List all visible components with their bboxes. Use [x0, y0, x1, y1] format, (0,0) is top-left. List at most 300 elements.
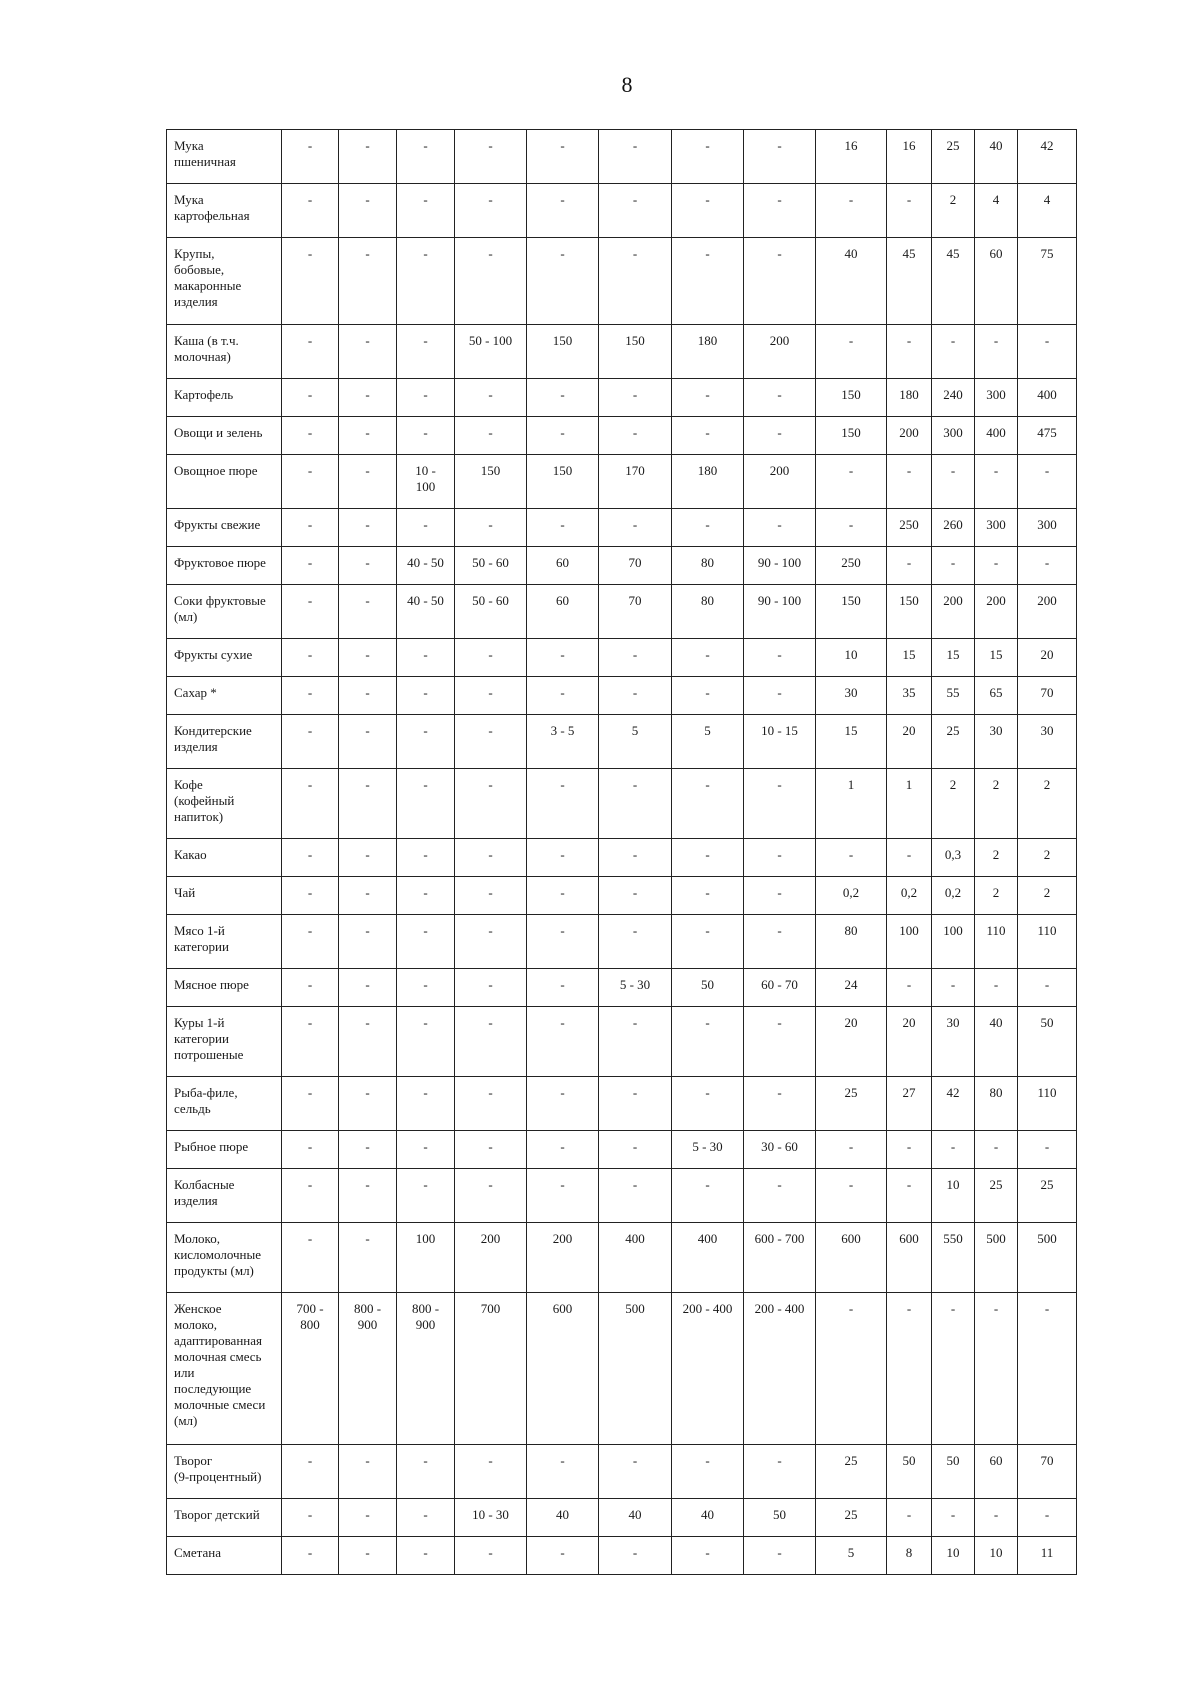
- value-cell: -: [339, 130, 397, 184]
- value-cell: -: [599, 379, 672, 417]
- product-name-cell: Кофе (кофейный напиток): [167, 769, 282, 839]
- value-cell: -: [887, 547, 932, 585]
- product-name-cell: Мука картофельная: [167, 184, 282, 238]
- value-cell: -: [339, 547, 397, 585]
- value-cell: 20: [887, 1007, 932, 1077]
- value-cell: -: [527, 1007, 599, 1077]
- value-cell: -: [887, 1131, 932, 1169]
- value-cell: 2: [975, 877, 1018, 915]
- value-cell: 100: [932, 915, 975, 969]
- value-cell: 10: [975, 1537, 1018, 1575]
- value-cell: -: [932, 1499, 975, 1537]
- value-cell: -: [744, 677, 816, 715]
- value-cell: -: [339, 1223, 397, 1293]
- product-name-cell: Каша (в т.ч. молочная): [167, 325, 282, 379]
- value-cell: 10 - 30: [455, 1499, 527, 1537]
- value-cell: -: [397, 130, 455, 184]
- value-cell: -: [599, 677, 672, 715]
- value-cell: -: [527, 417, 599, 455]
- value-cell: -: [816, 325, 887, 379]
- value-cell: -: [672, 379, 744, 417]
- value-cell: -: [282, 417, 339, 455]
- value-cell: 70: [1018, 1445, 1077, 1499]
- value-cell: 200: [744, 455, 816, 509]
- value-cell: -: [455, 877, 527, 915]
- value-cell: -: [455, 417, 527, 455]
- value-cell: 80: [816, 915, 887, 969]
- value-cell: -: [339, 1537, 397, 1575]
- value-cell: -: [744, 877, 816, 915]
- product-name-cell: Фрукты свежие: [167, 509, 282, 547]
- table-row: [167, 1445, 1077, 1499]
- value-cell: -: [339, 677, 397, 715]
- value-cell: -: [455, 915, 527, 969]
- value-cell: -: [599, 1169, 672, 1223]
- product-name-cell: Творог (9-процентный): [167, 1445, 282, 1499]
- value-cell: -: [932, 969, 975, 1007]
- table-row: [167, 1131, 1077, 1169]
- value-cell: -: [975, 1499, 1018, 1537]
- value-cell: 50 - 100: [455, 325, 527, 379]
- value-cell: 40: [672, 1499, 744, 1537]
- value-cell: 60: [975, 238, 1018, 325]
- value-cell: -: [527, 184, 599, 238]
- value-cell: 700: [455, 1293, 527, 1445]
- value-cell: 40: [975, 130, 1018, 184]
- value-cell: -: [975, 547, 1018, 585]
- value-cell: -: [744, 1007, 816, 1077]
- value-cell: 50: [1018, 1007, 1077, 1077]
- value-cell: -: [339, 1131, 397, 1169]
- value-cell: -: [455, 130, 527, 184]
- table-row: [167, 1077, 1077, 1131]
- value-cell: -: [455, 769, 527, 839]
- value-cell: 100: [397, 1223, 455, 1293]
- value-cell: 10: [932, 1169, 975, 1223]
- value-cell: -: [397, 639, 455, 677]
- value-cell: -: [527, 379, 599, 417]
- value-cell: 25: [816, 1499, 887, 1537]
- value-cell: 475: [1018, 417, 1077, 455]
- value-cell: -: [527, 677, 599, 715]
- value-cell: 80: [975, 1077, 1018, 1131]
- value-cell: -: [599, 1077, 672, 1131]
- value-cell: 200 - 400: [744, 1293, 816, 1445]
- value-cell: 40: [975, 1007, 1018, 1077]
- value-cell: 8: [887, 1537, 932, 1575]
- value-cell: -: [527, 1537, 599, 1575]
- value-cell: 4: [975, 184, 1018, 238]
- value-cell: -: [527, 509, 599, 547]
- value-cell: -: [887, 455, 932, 509]
- value-cell: -: [599, 877, 672, 915]
- value-cell: 800 - 900: [397, 1293, 455, 1445]
- value-cell: 75: [1018, 238, 1077, 325]
- table-row: [167, 639, 1077, 677]
- value-cell: -: [339, 455, 397, 509]
- value-cell: -: [599, 1537, 672, 1575]
- value-cell: -: [887, 325, 932, 379]
- product-name-cell: Овощи и зелень: [167, 417, 282, 455]
- value-cell: 200: [527, 1223, 599, 1293]
- value-cell: -: [672, 915, 744, 969]
- value-cell: -: [282, 1169, 339, 1223]
- table-row: [167, 1007, 1077, 1077]
- value-cell: -: [744, 130, 816, 184]
- value-cell: -: [397, 1131, 455, 1169]
- value-cell: -: [339, 379, 397, 417]
- value-cell: -: [744, 639, 816, 677]
- value-cell: -: [816, 509, 887, 547]
- value-cell: 170: [599, 455, 672, 509]
- value-cell: -: [339, 1499, 397, 1537]
- value-cell: -: [455, 1537, 527, 1575]
- value-cell: -: [527, 877, 599, 915]
- value-cell: -: [455, 639, 527, 677]
- value-cell: 300: [1018, 509, 1077, 547]
- value-cell: -: [397, 1537, 455, 1575]
- table-row: [167, 417, 1077, 455]
- value-cell: -: [527, 1077, 599, 1131]
- value-cell: 20: [1018, 639, 1077, 677]
- value-cell: 40: [527, 1499, 599, 1537]
- value-cell: -: [397, 1499, 455, 1537]
- value-cell: -: [455, 509, 527, 547]
- value-cell: -: [282, 1007, 339, 1077]
- value-cell: 400: [975, 417, 1018, 455]
- value-cell: -: [527, 839, 599, 877]
- value-cell: -: [887, 1293, 932, 1445]
- value-cell: -: [397, 509, 455, 547]
- value-cell: -: [397, 715, 455, 769]
- product-name-cell: Овощное пюре: [167, 455, 282, 509]
- value-cell: 35: [887, 677, 932, 715]
- value-cell: -: [282, 184, 339, 238]
- value-cell: -: [339, 509, 397, 547]
- table-row: [167, 455, 1077, 509]
- value-cell: 25: [932, 130, 975, 184]
- value-cell: 110: [1018, 1077, 1077, 1131]
- value-cell: 60: [527, 547, 599, 585]
- value-cell: 70: [1018, 677, 1077, 715]
- value-cell: 60: [975, 1445, 1018, 1499]
- value-cell: -: [599, 639, 672, 677]
- value-cell: -: [397, 1077, 455, 1131]
- value-cell: -: [397, 969, 455, 1007]
- value-cell: 260: [932, 509, 975, 547]
- value-cell: 20: [816, 1007, 887, 1077]
- value-cell: 500: [1018, 1223, 1077, 1293]
- value-cell: 42: [1018, 130, 1077, 184]
- value-cell: 15: [816, 715, 887, 769]
- product-name-cell: Колбасные изделия: [167, 1169, 282, 1223]
- table-row: [167, 915, 1077, 969]
- value-cell: -: [672, 417, 744, 455]
- value-cell: -: [397, 325, 455, 379]
- value-cell: -: [282, 509, 339, 547]
- value-cell: 150: [455, 455, 527, 509]
- table-row: [167, 769, 1077, 839]
- table-row: [167, 130, 1077, 184]
- value-cell: -: [816, 455, 887, 509]
- value-cell: -: [932, 325, 975, 379]
- table-row: [167, 379, 1077, 417]
- value-cell: 400: [1018, 379, 1077, 417]
- value-cell: 25: [1018, 1169, 1077, 1223]
- value-cell: -: [599, 769, 672, 839]
- value-cell: 16: [816, 130, 887, 184]
- value-cell: -: [672, 184, 744, 238]
- value-cell: 150: [527, 455, 599, 509]
- value-cell: 2: [975, 769, 1018, 839]
- value-cell: -: [744, 915, 816, 969]
- value-cell: 70: [599, 585, 672, 639]
- value-cell: 1: [816, 769, 887, 839]
- value-cell: -: [397, 839, 455, 877]
- value-cell: -: [527, 130, 599, 184]
- value-cell: -: [455, 379, 527, 417]
- value-cell: 50 - 60: [455, 547, 527, 585]
- value-cell: -: [527, 1169, 599, 1223]
- value-cell: 25: [816, 1445, 887, 1499]
- value-cell: -: [282, 1537, 339, 1575]
- value-cell: -: [672, 639, 744, 677]
- product-name-cell: Мясо 1-й категории: [167, 915, 282, 969]
- value-cell: -: [397, 877, 455, 915]
- value-cell: -: [282, 839, 339, 877]
- value-cell: -: [455, 1007, 527, 1077]
- value-cell: 2: [1018, 839, 1077, 877]
- value-cell: 50: [932, 1445, 975, 1499]
- value-cell: 200: [887, 417, 932, 455]
- value-cell: 400: [599, 1223, 672, 1293]
- value-cell: -: [744, 1445, 816, 1499]
- value-cell: -: [932, 547, 975, 585]
- value-cell: 15: [975, 639, 1018, 677]
- value-cell: -: [282, 1077, 339, 1131]
- value-cell: -: [816, 184, 887, 238]
- value-cell: 24: [816, 969, 887, 1007]
- value-cell: -: [672, 1537, 744, 1575]
- value-cell: -: [339, 325, 397, 379]
- value-cell: 50: [887, 1445, 932, 1499]
- value-cell: -: [816, 1293, 887, 1445]
- product-name-cell: Сахар *: [167, 677, 282, 715]
- value-cell: -: [975, 325, 1018, 379]
- product-name-cell: Соки фруктовые (мл): [167, 585, 282, 639]
- value-cell: -: [339, 969, 397, 1007]
- value-cell: 200: [744, 325, 816, 379]
- table-row: [167, 184, 1077, 238]
- value-cell: -: [455, 969, 527, 1007]
- value-cell: 150: [527, 325, 599, 379]
- value-cell: 50: [744, 1499, 816, 1537]
- value-cell: 5: [599, 715, 672, 769]
- value-cell: -: [744, 417, 816, 455]
- value-cell: -: [397, 184, 455, 238]
- value-cell: 300: [975, 509, 1018, 547]
- value-cell: -: [339, 417, 397, 455]
- value-cell: -: [672, 130, 744, 184]
- value-cell: -: [672, 1007, 744, 1077]
- value-cell: -: [599, 839, 672, 877]
- value-cell: 200: [975, 585, 1018, 639]
- value-cell: 800 - 900: [339, 1293, 397, 1445]
- value-cell: 45: [932, 238, 975, 325]
- value-cell: -: [744, 839, 816, 877]
- value-cell: -: [397, 677, 455, 715]
- value-cell: 2: [1018, 877, 1077, 915]
- value-cell: -: [887, 969, 932, 1007]
- value-cell: -: [282, 1131, 339, 1169]
- value-cell: 600: [527, 1293, 599, 1445]
- value-cell: -: [397, 769, 455, 839]
- value-cell: -: [1018, 455, 1077, 509]
- value-cell: 45: [887, 238, 932, 325]
- value-cell: 0,2: [887, 877, 932, 915]
- value-cell: 25: [932, 715, 975, 769]
- value-cell: -: [599, 915, 672, 969]
- table-row: [167, 509, 1077, 547]
- table-row: [167, 585, 1077, 639]
- value-cell: -: [599, 417, 672, 455]
- value-cell: -: [339, 915, 397, 969]
- value-cell: 15: [932, 639, 975, 677]
- value-cell: -: [599, 1007, 672, 1077]
- product-name-cell: Сметана: [167, 1537, 282, 1575]
- value-cell: -: [932, 1293, 975, 1445]
- value-cell: -: [339, 184, 397, 238]
- value-cell: 300: [975, 379, 1018, 417]
- value-cell: 500: [975, 1223, 1018, 1293]
- value-cell: -: [672, 877, 744, 915]
- table-row: [167, 1537, 1077, 1575]
- table-row: [167, 325, 1077, 379]
- value-cell: -: [455, 238, 527, 325]
- value-cell: 150: [816, 379, 887, 417]
- value-cell: -: [339, 639, 397, 677]
- value-cell: 55: [932, 677, 975, 715]
- value-cell: 200 - 400: [672, 1293, 744, 1445]
- value-cell: -: [282, 130, 339, 184]
- value-cell: -: [744, 1537, 816, 1575]
- value-cell: 200: [455, 1223, 527, 1293]
- table-row: [167, 1223, 1077, 1293]
- value-cell: -: [339, 1077, 397, 1131]
- value-cell: -: [1018, 1499, 1077, 1537]
- value-cell: -: [282, 877, 339, 915]
- value-cell: 5 - 30: [672, 1131, 744, 1169]
- value-cell: 550: [932, 1223, 975, 1293]
- value-cell: 150: [816, 585, 887, 639]
- value-cell: -: [744, 1077, 816, 1131]
- value-cell: 3 - 5: [527, 715, 599, 769]
- value-cell: -: [397, 379, 455, 417]
- value-cell: 180: [672, 325, 744, 379]
- value-cell: 50 - 60: [455, 585, 527, 639]
- value-cell: 240: [932, 379, 975, 417]
- product-name-cell: Рыбное пюре: [167, 1131, 282, 1169]
- table-row: [167, 877, 1077, 915]
- table-row: [167, 839, 1077, 877]
- value-cell: 180: [887, 379, 932, 417]
- value-cell: 10 - 100: [397, 455, 455, 509]
- value-cell: -: [339, 769, 397, 839]
- value-cell: 30: [975, 715, 1018, 769]
- value-cell: -: [744, 769, 816, 839]
- value-cell: -: [282, 769, 339, 839]
- table-row: [167, 677, 1077, 715]
- table-row: [167, 1169, 1077, 1223]
- value-cell: 200: [1018, 585, 1077, 639]
- value-cell: 0,3: [932, 839, 975, 877]
- value-cell: 80: [672, 585, 744, 639]
- value-cell: -: [527, 238, 599, 325]
- value-cell: -: [282, 715, 339, 769]
- value-cell: 27: [887, 1077, 932, 1131]
- value-cell: -: [672, 839, 744, 877]
- value-cell: -: [282, 969, 339, 1007]
- value-cell: 40: [599, 1499, 672, 1537]
- value-cell: -: [599, 238, 672, 325]
- product-name-cell: Куры 1-й категории потрошеные: [167, 1007, 282, 1077]
- value-cell: 4: [1018, 184, 1077, 238]
- value-cell: -: [455, 1445, 527, 1499]
- value-cell: -: [397, 1169, 455, 1223]
- value-cell: 5 - 30: [599, 969, 672, 1007]
- value-cell: -: [527, 639, 599, 677]
- value-cell: -: [887, 1499, 932, 1537]
- value-cell: -: [282, 585, 339, 639]
- value-cell: -: [975, 455, 1018, 509]
- value-cell: 25: [816, 1077, 887, 1131]
- value-cell: -: [282, 1499, 339, 1537]
- product-name-cell: Какао: [167, 839, 282, 877]
- value-cell: 5: [672, 715, 744, 769]
- value-cell: -: [339, 1445, 397, 1499]
- value-cell: 90 - 100: [744, 547, 816, 585]
- value-cell: -: [887, 839, 932, 877]
- value-cell: 600 - 700: [744, 1223, 816, 1293]
- table-row: [167, 969, 1077, 1007]
- value-cell: -: [744, 509, 816, 547]
- value-cell: -: [397, 1007, 455, 1077]
- value-cell: 110: [975, 915, 1018, 969]
- value-cell: -: [282, 1223, 339, 1293]
- page-number: 8: [621, 72, 633, 97]
- value-cell: -: [744, 184, 816, 238]
- product-name-cell: Чай: [167, 877, 282, 915]
- product-name-cell: Творог детский: [167, 1499, 282, 1537]
- value-cell: -: [599, 509, 672, 547]
- value-cell: 20: [887, 715, 932, 769]
- value-cell: -: [1018, 969, 1077, 1007]
- table-row: [167, 1293, 1077, 1445]
- value-cell: -: [527, 915, 599, 969]
- value-cell: 1: [887, 769, 932, 839]
- value-cell: 0,2: [932, 877, 975, 915]
- table-body: [167, 130, 1077, 1575]
- value-cell: -: [282, 455, 339, 509]
- value-cell: -: [527, 769, 599, 839]
- value-cell: -: [816, 839, 887, 877]
- value-cell: -: [527, 1445, 599, 1499]
- value-cell: 42: [932, 1077, 975, 1131]
- value-cell: 60 - 70: [744, 969, 816, 1007]
- value-cell: 300: [932, 417, 975, 455]
- value-cell: -: [339, 839, 397, 877]
- value-cell: 30: [1018, 715, 1077, 769]
